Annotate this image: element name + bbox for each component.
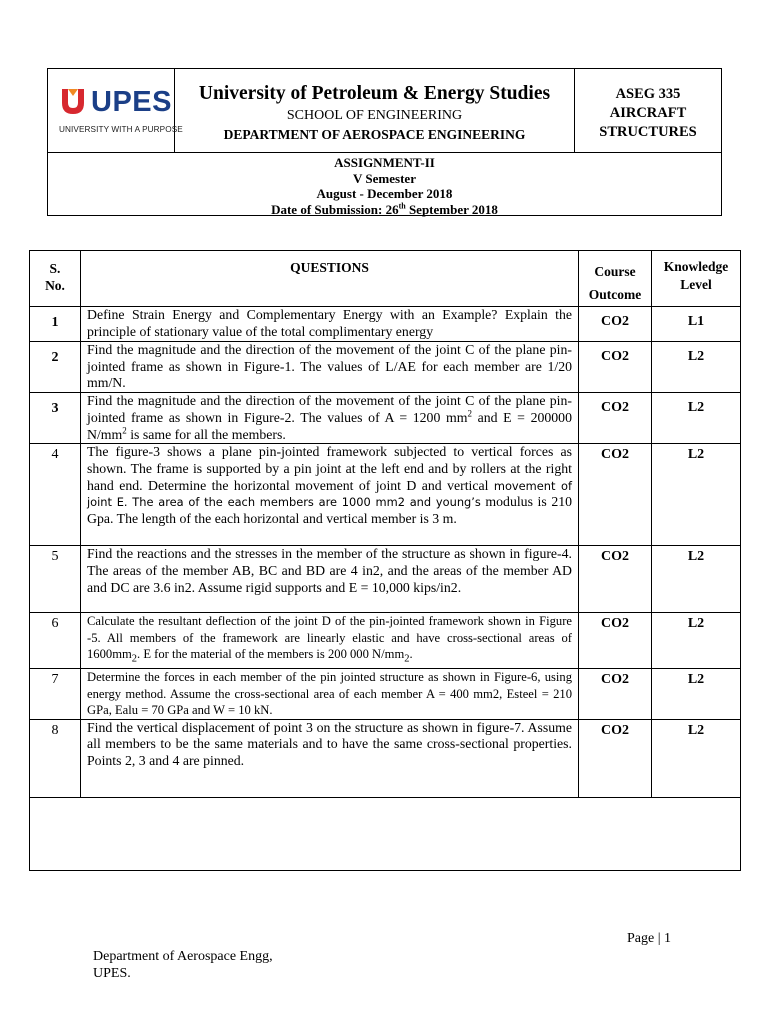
knowledge-level: L2: [652, 342, 741, 393]
course-code: ASEG 335: [615, 86, 681, 102]
university-name: University of Petroleum & Energy Studies: [198, 83, 551, 104]
table-row: [30, 613, 741, 669]
table-header-row: [30, 251, 741, 307]
header-knowledge-level: [652, 251, 741, 307]
row-number: 1: [30, 307, 81, 342]
questions-table: [29, 250, 741, 871]
footer-department: [93, 948, 273, 982]
page-number: Page | 1: [627, 931, 672, 946]
row-number: 4: [30, 444, 81, 546]
course-outcome: CO2: [579, 393, 652, 444]
table-row: [30, 719, 741, 797]
question-text: Determine the forces in each member of the pin jointed structure as shown in Figure-6, using energy method. Assume the cross-sectional area of each member A = 400 mm2, Esteel = 210 GPa, Ealu = 70 GPa and W = 10 kN.: [81, 669, 579, 720]
row-number: 3: [30, 393, 81, 444]
table-row: [30, 393, 741, 444]
question-text: Find the magnitude and the direction of the movement of the joint C of the plane pin-jointed frame as shown in Figure-1. The values of L/AE for each member are 1/20 mm/N.: [81, 342, 579, 393]
course-outcome: CO2: [579, 669, 652, 720]
upes-logo-icon: [60, 87, 86, 117]
header-top-row: [48, 69, 721, 153]
question-text-part: movement of joint E. The area of the each members are 1000 mm2 and young’s: [87, 478, 573, 510]
question-text: Find the vertical displacement of point 3 on the structure as shown in figure-7. Assume all members to be the same materials and to have the same cross-sectional properties. Points 2, 3 and 4 are pinned.: [81, 719, 579, 797]
question-text-part: .: [409, 647, 413, 662]
course-title-line1: AIRCRAFT: [609, 105, 687, 121]
question-text-part: Calculate the resultant deflection of the joint D of the pin-jointed framework shown in Figure -5. All members of the framework are linearly elastic and have cross-sectional areas of 1600mm: [87, 614, 572, 662]
course-outcome: CO2: [579, 444, 652, 546]
footer-line1: Department of Aerospace Engg,: [93, 949, 273, 964]
university-logo: [48, 69, 183, 153]
course-outcome: CO2: [579, 307, 652, 342]
row-number: 5: [30, 546, 81, 613]
knowledge-level: L2: [652, 669, 741, 720]
university-title-block: [175, 69, 575, 153]
header-kl-line2: Level: [680, 277, 712, 292]
footer-line2: UPES.: [93, 966, 131, 981]
question-text: Find the reactions and the stresses in the member of the structure as shown in figure-4. The areas of the member AB, BC and BD are 4 in2, and the areas of the member AD and DC are 3.6 in2. Assume rigid supports and E = 10,000 kips/in2.: [81, 546, 579, 613]
row-number: 6: [30, 613, 81, 669]
document-header: [47, 68, 722, 216]
knowledge-level: L2: [652, 546, 741, 613]
course-outcome: CO2: [579, 546, 652, 613]
course-title-line2: STRUCTURES: [599, 124, 697, 140]
submission-date-sup: th: [398, 201, 406, 211]
table-row: [30, 307, 741, 342]
superscript: 2: [122, 424, 127, 435]
header-co-line1: Course: [594, 264, 636, 279]
knowledge-level: L2: [652, 393, 741, 444]
table-row: [30, 546, 741, 613]
header-sno: [30, 251, 81, 307]
table-empty-row: [30, 797, 741, 870]
question-text: [81, 613, 579, 669]
question-text-part: . E for the material of the members is 200 000 N/mm: [137, 647, 405, 662]
header-kl-line1: Knowledge: [663, 259, 729, 274]
knowledge-level: L2: [652, 719, 741, 797]
superscript: 2: [467, 408, 472, 419]
knowledge-level: L1: [652, 307, 741, 342]
table-row: [30, 444, 741, 546]
question-text: Define Strain Energy and Complementary Energy with an Example? Explain the principle of stationary value of the total complimentary energy: [81, 307, 579, 342]
question-text: [81, 393, 579, 444]
subscript: 2: [404, 653, 410, 665]
question-text-part: Find the magnitude and the direction of the movement of the joint C of the plane pin-jointed frame as shown in Figure-2. The values of A = 1200 mm: [87, 393, 572, 425]
semester: V Semester: [353, 170, 416, 186]
question-text-part: is same for all the members.: [126, 426, 286, 442]
course-outcome: CO2: [579, 719, 652, 797]
knowledge-level: L2: [652, 613, 741, 669]
session: August - December 2018: [316, 186, 453, 201]
row-number: 8: [30, 719, 81, 797]
row-number: 7: [30, 669, 81, 720]
question-text-part: The figure-3 shows a plane pin-jointed framework subjected to vertical forces as shown. The frame is supported by a pin joint at the left end and by rollers at the right hand end. Determine the horizontal movement of joint D and vertical: [87, 444, 572, 493]
table-row: [30, 669, 741, 720]
submission-date-prefix: Date of Submission: 26: [271, 201, 399, 217]
knowledge-level: L2: [652, 444, 741, 546]
department-name: DEPARTMENT OF AEROSPACE ENGINEERING: [223, 127, 526, 142]
assignment-title: ASSIGNMENT-II: [334, 155, 435, 170]
header-sno-line2: No.: [45, 278, 65, 293]
logo-tagline: UNIVERSITY WITH A PURPOSE: [59, 125, 183, 134]
question-text: [81, 444, 579, 546]
submission-date-suffix: September 2018: [405, 201, 498, 217]
question-text-part: and E = 200000 N/mm: [87, 409, 572, 442]
question-text-part: modulus is 210 Gpa. The length of the each horizontal and vertical member is 3 m.: [87, 494, 573, 527]
submission-date: [48, 202, 721, 218]
header-questions: QUESTIONS: [81, 251, 579, 307]
course-block: [575, 69, 721, 153]
header-sno-line1: S.: [49, 261, 61, 276]
header-course-outcome: [579, 251, 652, 307]
assignment-info: [48, 154, 721, 216]
empty-cell: [30, 797, 741, 870]
course-outcome: CO2: [579, 342, 652, 393]
logo-brand-text: UPES: [91, 86, 172, 118]
row-number: 2: [30, 342, 81, 393]
header-co-line2: Outcome: [588, 287, 642, 302]
table-row: [30, 342, 741, 393]
subscript: 2: [131, 653, 138, 665]
school-name: SCHOOL OF ENGINEERING: [286, 108, 463, 123]
course-outcome: CO2: [579, 613, 652, 669]
